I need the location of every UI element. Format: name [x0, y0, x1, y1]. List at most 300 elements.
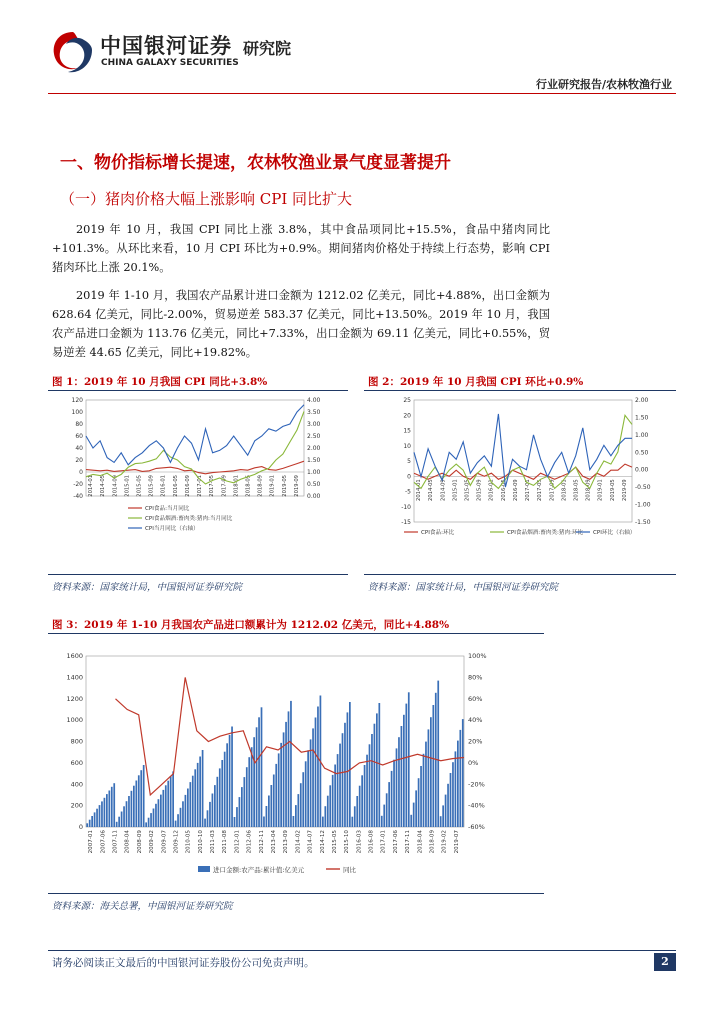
import-bar — [108, 791, 110, 828]
import-bar — [275, 764, 277, 827]
import-x-tick: 2014-12 — [319, 830, 326, 854]
import-bar — [172, 771, 174, 827]
import-bar — [197, 763, 199, 827]
cpi-mom-x-tick: 2014-05 — [428, 479, 435, 501]
import-bar — [180, 808, 182, 827]
import-x-tick: 2013-04 — [271, 830, 277, 854]
import-bar — [153, 809, 155, 828]
import-bar — [359, 786, 361, 827]
cpi-mom-y-left-tick: 5 — [407, 458, 411, 465]
import-bar — [111, 787, 113, 827]
import-bar — [428, 729, 430, 827]
import-bar — [447, 784, 449, 827]
cpi-mom-x-tick: 2017-05 — [537, 479, 544, 501]
cpi-yoy-y-right-tick: 0.00 — [307, 493, 321, 500]
import-bar — [285, 722, 287, 827]
import-bar — [243, 777, 245, 827]
import-bar — [150, 813, 152, 827]
import-bar — [391, 771, 393, 827]
cpi-yoy-x-tick: 2015-05 — [136, 475, 143, 497]
import-bar — [261, 707, 263, 827]
import-y-left-tick: 1600 — [66, 652, 83, 660]
import-x-tick: 2017-11 — [405, 830, 412, 854]
import-bar — [445, 795, 447, 827]
import-x-tick: 2008-04 — [124, 830, 131, 854]
figure-1-source: 资料来源：国家统计局，中国银河证券研究院 — [52, 582, 243, 593]
cpi-yoy-y-left-tick: 40 — [75, 445, 83, 452]
import-bar — [270, 785, 272, 827]
import-bar — [455, 751, 457, 827]
cpi-mom-y-right-tick: 0.00 — [635, 466, 649, 474]
import-x-tick: 2011-08 — [222, 830, 229, 854]
import-y-right-tick: -40% — [468, 801, 485, 810]
import-bar — [162, 790, 164, 827]
figure-2-caption: 图 2：2019 年 10 月我国 CPI 环比+0.9% — [368, 376, 584, 388]
import-bar — [290, 701, 292, 827]
import-bar — [182, 801, 184, 827]
import-bar — [440, 816, 442, 827]
import-bar — [86, 823, 88, 827]
cpi-yoy-y-right-tick: 0.50 — [307, 481, 321, 488]
cpi-yoy-series-line-2 — [86, 405, 304, 465]
import-y-right-tick: -20% — [468, 780, 485, 789]
import-x-tick: 2012-06 — [246, 830, 253, 854]
cpi-mom-series-line-0 — [414, 464, 632, 479]
import-x-tick: 2019-02 — [441, 830, 448, 854]
import-bar — [216, 777, 218, 827]
cpi-yoy-y-right-tick: 2.50 — [307, 433, 321, 440]
import-bar — [185, 795, 187, 827]
import-bar — [170, 776, 172, 827]
import-bar — [366, 755, 368, 827]
import-y-left-tick: 600 — [70, 758, 83, 767]
import-yoy-line — [116, 677, 465, 795]
import-bar — [415, 790, 417, 827]
import-bar — [305, 761, 307, 827]
import-bar — [410, 815, 412, 827]
import-y-left-tick: 400 — [70, 780, 83, 789]
cpi-mom-y-right-tick: -1.00 — [635, 501, 651, 509]
cpi-yoy-y-left-tick: 60 — [75, 433, 83, 440]
import-x-tick: 2016-03 — [356, 830, 363, 854]
import-bar — [128, 796, 130, 827]
figure-1-top-rule — [48, 390, 348, 391]
paragraph-cpi: 2019 年 10 月，我国 CPI 同比上涨 3.8%，其中食品项同比+15.5%，食品中猪肉同比+101.3%。从环比来看，10 月 CPI 环比为+0.9%。期间猪肉价格处于持续上行态势，影响 CPI 猪肉环比上涨 20.1%。 — [52, 223, 550, 274]
import-bar — [361, 775, 363, 827]
disclaimer: 请务必阅读正文最后的中国银河证券股份公司免责声明。 — [52, 957, 315, 969]
cpi-yoy-x-tick: 2015-09 — [148, 475, 155, 497]
import-bar — [403, 715, 405, 827]
cpi-yoy-x-tick: 2016-01 — [160, 475, 167, 497]
import-bar — [133, 786, 135, 827]
import-x-tick: 2009-12 — [173, 830, 180, 854]
cpi-yoy-x-tick: 2017-05 — [209, 475, 216, 497]
cpi-yoy-legend-label: CPI当月同比（右轴） — [145, 526, 199, 532]
import-x-tick: 2018-04 — [417, 830, 424, 854]
figure-3-source: 资料来源：海关总署，中国银河证券研究院 — [52, 901, 233, 912]
import-bar — [327, 796, 329, 827]
cpi-yoy-y-right-tick: 1.50 — [307, 457, 321, 464]
import-bar — [236, 807, 238, 827]
import-bar — [253, 737, 255, 827]
cpi-mom-series-line-1 — [414, 415, 632, 488]
cpi-mom-x-tick: 2016-01 — [488, 479, 495, 501]
import-bar — [266, 806, 268, 827]
import-bar — [226, 743, 228, 827]
import-bar — [177, 814, 179, 827]
cpi-mom-x-tick: 2015-05 — [464, 479, 471, 501]
import-y-left-tick: 1400 — [66, 673, 83, 682]
import-bar — [204, 819, 206, 827]
company-logo — [48, 28, 308, 78]
import-bar — [273, 775, 275, 828]
import-bar — [106, 794, 108, 827]
import-legend-label: 同比 — [343, 866, 356, 874]
import-bar — [167, 781, 169, 827]
import-bar — [344, 723, 346, 827]
company-name-cn: 中国银河证券 — [100, 34, 232, 58]
cpi-yoy-y-right-tick: 1.00 — [307, 469, 321, 476]
import-y-left-tick: 200 — [70, 801, 83, 810]
import-bar — [388, 782, 390, 827]
cpi-mom-y-left-tick: 25 — [403, 397, 411, 404]
cpi-mom-x-tick: 2015-01 — [452, 479, 459, 501]
figure-3-bottom-rule — [48, 893, 544, 894]
import-bar — [315, 718, 317, 828]
import-bar — [143, 765, 145, 827]
cpi-yoy-y-left-tick: 20 — [75, 457, 83, 464]
cpi-yoy-x-tick: 2018-09 — [257, 475, 264, 497]
import-x-tick: 2017-06 — [392, 830, 399, 854]
import-x-tick: 2013-09 — [283, 830, 290, 854]
import-bar — [280, 743, 282, 827]
import-bar — [221, 760, 223, 827]
import-bar — [442, 805, 444, 827]
import-bar — [317, 707, 319, 828]
cpi-mom-x-tick: 2019-09 — [621, 479, 628, 501]
cpi-mom-x-tick: 2019-01 — [597, 479, 604, 501]
import-bar — [207, 810, 209, 827]
import-bar — [339, 744, 341, 827]
import-bar — [329, 785, 331, 827]
import-bar — [459, 730, 461, 827]
cpi-mom-y-left-tick: -5 — [405, 488, 411, 496]
cpi-yoy-y-left-tick: 0 — [79, 469, 83, 476]
import-bar — [288, 711, 290, 827]
import-bar — [293, 816, 295, 827]
import-bar — [393, 760, 395, 827]
import-bar — [135, 781, 137, 828]
import-bar — [423, 754, 425, 827]
cpi-yoy-x-tick: 2015-01 — [124, 475, 131, 497]
import-bar — [116, 822, 118, 827]
import-bar — [165, 785, 167, 827]
import-bar — [310, 739, 312, 827]
import-x-tick: 2014-07 — [307, 830, 314, 854]
import-y-left-tick: 800 — [70, 737, 83, 746]
cpi-mom-x-tick: 2016-09 — [512, 479, 519, 501]
import-bar — [369, 744, 371, 827]
cpi-mom-y-right-tick: 1.00 — [635, 431, 649, 439]
import-y-right-tick: 20% — [468, 737, 483, 746]
import-bar — [246, 767, 248, 827]
cpi-mom-y-right-tick: 0.50 — [635, 449, 649, 457]
import-x-tick: 2008-09 — [136, 830, 143, 854]
cpi-yoy-x-tick: 2014-01 — [88, 475, 95, 497]
import-bar — [356, 796, 358, 827]
import-bar — [418, 778, 420, 827]
import-bar — [312, 728, 314, 827]
import-x-tick: 2015-10 — [344, 830, 351, 854]
import-bar — [374, 724, 376, 827]
agri-import-chart — [48, 640, 544, 888]
cpi-mom-x-tick: 2018-01 — [561, 479, 568, 501]
subsection-title: （一）猪肉价格大幅上涨影响 CPI 同比扩大 — [60, 190, 353, 208]
import-bar — [209, 802, 211, 827]
import-bar — [241, 787, 243, 827]
import-bar — [263, 817, 265, 828]
cpi-yoy-x-tick: 2016-05 — [172, 475, 179, 497]
import-y-right-tick: 60% — [468, 694, 483, 703]
import-bar — [131, 791, 133, 827]
department-name: 研究院 — [243, 39, 292, 58]
cpi-yoy-y-left-tick: 100 — [71, 409, 83, 416]
import-bar — [187, 789, 189, 828]
galaxy-logo-icon — [48, 28, 98, 78]
import-bar — [432, 705, 434, 827]
import-bar — [96, 809, 98, 827]
company-name-en: CHINA GALAXY SECURITIES — [101, 58, 239, 68]
import-bar — [354, 806, 356, 827]
import-bar — [349, 702, 351, 827]
import-x-tick: 2014-02 — [295, 830, 302, 854]
cpi-yoy-y-left-tick: 80 — [75, 421, 83, 428]
import-y-right-tick: 100% — [468, 652, 487, 660]
cpi-mom-chart — [364, 392, 676, 560]
import-y-right-tick: -60% — [468, 823, 485, 831]
import-bar — [145, 822, 147, 827]
import-bar — [202, 750, 204, 827]
cpi-mom-legend-label: CPI环比（右轴） — [593, 530, 636, 536]
import-bar — [91, 816, 93, 827]
import-bar — [437, 681, 439, 827]
cpi-yoy-y-left-tick: -40 — [73, 493, 83, 500]
import-bar — [199, 757, 201, 828]
cpi-mom-y-left-tick: 0 — [407, 473, 411, 481]
import-bar — [189, 782, 191, 827]
cpi-yoy-x-tick: 2018-05 — [245, 475, 252, 497]
cpi-mom-y-left-tick: 10 — [403, 442, 411, 450]
section-title: 一、物价指标增长提速，农林牧渔业景气度显著提升 — [60, 153, 451, 173]
import-bar — [239, 797, 241, 827]
import-bar — [378, 703, 380, 827]
cpi-yoy-y-right-tick: 2.00 — [307, 445, 321, 452]
cpi-mom-x-tick: 2019-05 — [609, 479, 616, 501]
import-y-left-tick: 1200 — [66, 694, 83, 703]
import-bar — [452, 762, 454, 827]
import-bar — [405, 704, 407, 827]
import-bar — [307, 750, 309, 827]
import-y-right-tick: 40% — [468, 716, 483, 725]
cpi-yoy-y-right-tick: 3.50 — [307, 409, 321, 416]
cpi-mom-x-tick: 2016-05 — [500, 479, 507, 501]
import-x-tick: 2012-11 — [258, 830, 265, 854]
import-bar — [224, 752, 226, 827]
import-bar — [425, 742, 427, 827]
import-bar — [401, 726, 403, 827]
import-bar — [160, 795, 162, 827]
import-bar — [457, 741, 459, 827]
cpi-mom-x-tick: 2014-09 — [440, 479, 447, 501]
import-bar — [381, 816, 383, 827]
import-legend-label: 进口金额:农产品:累计值:亿美元 — [213, 866, 305, 874]
import-bar — [121, 812, 123, 828]
import-bar — [413, 803, 415, 827]
import-bar — [118, 817, 120, 827]
import-y-right-tick: 0% — [468, 758, 479, 767]
import-bar — [175, 821, 177, 827]
import-x-tick: 2009-02 — [149, 830, 156, 854]
import-bar — [332, 775, 334, 827]
cpi-mom-legend-label: CPI食品:环比 — [421, 530, 455, 536]
import-bar — [140, 770, 142, 827]
import-x-tick: 2007-01 — [88, 830, 95, 854]
import-y-right-tick: 80% — [468, 673, 483, 682]
import-x-tick: 2019-07 — [453, 830, 460, 854]
cpi-yoy-x-tick: 2014-09 — [112, 475, 119, 497]
cpi-mom-y-left-tick: 20 — [403, 412, 411, 420]
cpi-yoy-x-tick: 2018-01 — [233, 475, 240, 497]
import-bar — [347, 712, 349, 827]
import-bar — [268, 796, 270, 828]
import-bar — [300, 783, 302, 827]
import-y-left-tick: 0 — [78, 823, 83, 831]
report-type: 行业研究报告/农林牧渔行业 — [535, 78, 672, 91]
import-bar — [99, 805, 101, 827]
import-bar — [212, 794, 214, 828]
figure-3-top-rule — [48, 633, 544, 634]
cpi-yoy-x-tick: 2014-05 — [100, 475, 107, 497]
cpi-mom-x-tick: 2014-01 — [416, 479, 423, 501]
cpi-mom-y-left-tick: -10 — [401, 503, 411, 511]
import-bar — [258, 717, 260, 827]
import-bar — [214, 785, 216, 827]
import-bar — [101, 801, 103, 827]
cpi-yoy-y-left-tick: 120 — [71, 397, 83, 404]
cpi-mom-y-left-tick: 15 — [403, 427, 411, 435]
import-x-tick: 2010-05 — [185, 830, 192, 854]
import-bar — [231, 727, 233, 828]
cpi-mom-y-right-tick: 1.50 — [635, 414, 649, 422]
figure-2-bottom-rule — [364, 574, 676, 575]
import-x-tick: 2009-07 — [161, 830, 168, 854]
import-bar — [371, 734, 373, 827]
import-bar — [148, 818, 150, 827]
page-number: 2 — [654, 953, 676, 971]
cpi-yoy-x-tick: 2017-09 — [221, 475, 228, 497]
import-bar — [324, 806, 326, 827]
import-x-tick: 2011-03 — [210, 830, 217, 854]
import-bar — [155, 804, 157, 827]
import-x-tick: 2010-10 — [197, 830, 204, 854]
cpi-yoy-chart — [48, 392, 348, 560]
import-bar — [408, 692, 410, 827]
cpi-yoy-legend-label: CPI食品烟酒:畜肉类:猪肉:当月同比 — [145, 516, 233, 522]
figure-1-bottom-rule — [48, 574, 348, 575]
cpi-yoy-x-tick: 2019-09 — [293, 475, 300, 497]
import-bar — [430, 717, 432, 827]
import-bar — [420, 766, 422, 827]
import-bar — [194, 769, 196, 827]
cpi-yoy-x-tick: 2017-01 — [197, 475, 204, 497]
import-bar — [219, 768, 221, 827]
header-divider — [48, 93, 676, 94]
figure-1-caption: 图 1：2019 年 10 月我国 CPI 同比+3.8% — [52, 376, 268, 388]
cpi-yoy-legend-label: CPI食品:当月同比 — [145, 506, 190, 512]
figure-2-source: 资料来源：国家统计局，中国银河证券研究院 — [368, 582, 559, 593]
cpi-mom-x-tick: 2017-09 — [549, 479, 556, 501]
cpi-yoy-x-tick: 2016-09 — [184, 475, 191, 497]
import-x-tick: 2016-08 — [368, 830, 375, 854]
import-bar — [337, 754, 339, 827]
import-bar — [278, 753, 280, 827]
import-bar — [297, 794, 299, 827]
import-bar — [94, 812, 96, 827]
import-bar — [376, 713, 378, 827]
import-bar — [322, 817, 324, 827]
import-bar — [351, 817, 353, 827]
import-bar — [158, 799, 160, 827]
import-bar — [234, 817, 236, 827]
import-bar — [398, 737, 400, 827]
import-x-tick: 2012-01 — [234, 830, 241, 854]
import-x-tick: 2007-06 — [100, 830, 107, 854]
cpi-mom-legend-label: CPI食品烟酒:畜肉类:猪肉:环比 — [507, 530, 584, 536]
import-legend-swatch — [198, 866, 210, 872]
import-bar — [126, 801, 128, 827]
cpi-mom-x-tick: 2015-09 — [476, 479, 483, 501]
import-bar — [295, 805, 297, 827]
paragraph-trade: 2019 年 1-10 月，我国农产品累计进口金额为 1212.02 亿美元，同比+4.88%，出口金额为 628.64 亿美元，同比-2.00%，贸易逆差 583.37 亿美元，同比+13.50%。2019 年 10 月，我国农产品进口金额为 113.76 亿美元，同比+7.33%，出口金额为 69.11 亿美元，同比+0.55%，贸易逆差 44.65 亿美元，同比+19.82%。 — [52, 289, 550, 359]
cpi-yoy-x-tick: 2019-01 — [269, 475, 276, 497]
import-bar — [248, 757, 250, 827]
import-x-tick: 2015-05 — [331, 830, 338, 854]
cpi-yoy-y-right-tick: 4.00 — [307, 397, 321, 404]
import-y-left-tick: 1000 — [66, 716, 83, 725]
import-bar — [450, 773, 452, 827]
import-bar — [229, 735, 231, 827]
import-x-tick: 2007-11 — [112, 830, 119, 854]
import-bar — [89, 820, 91, 827]
import-bar — [302, 772, 304, 827]
import-x-tick: 2017-01 — [380, 830, 387, 854]
cpi-yoy-x-tick: 2019-05 — [281, 475, 288, 497]
import-bar — [383, 805, 385, 827]
import-bar — [342, 733, 344, 827]
cpi-mom-y-right-tick: -0.50 — [635, 484, 651, 492]
figure-3-caption: 图 3：2019 年 1-10 月我国农产品进口额累计为 1212.02 亿美元，同比+4.88% — [52, 619, 450, 631]
import-bar — [192, 776, 194, 827]
import-bar — [462, 719, 464, 827]
import-bar — [113, 783, 115, 827]
cpi-yoy-y-left-tick: -20 — [73, 481, 83, 488]
import-bar — [104, 798, 106, 827]
cpi-mom-y-right-tick: 2.00 — [635, 397, 649, 404]
cpi-yoy-y-right-tick: 3.00 — [307, 421, 321, 428]
footer-divider — [48, 950, 676, 951]
cpi-mom-y-right-tick: -1.50 — [635, 519, 651, 526]
import-bar — [123, 806, 125, 827]
